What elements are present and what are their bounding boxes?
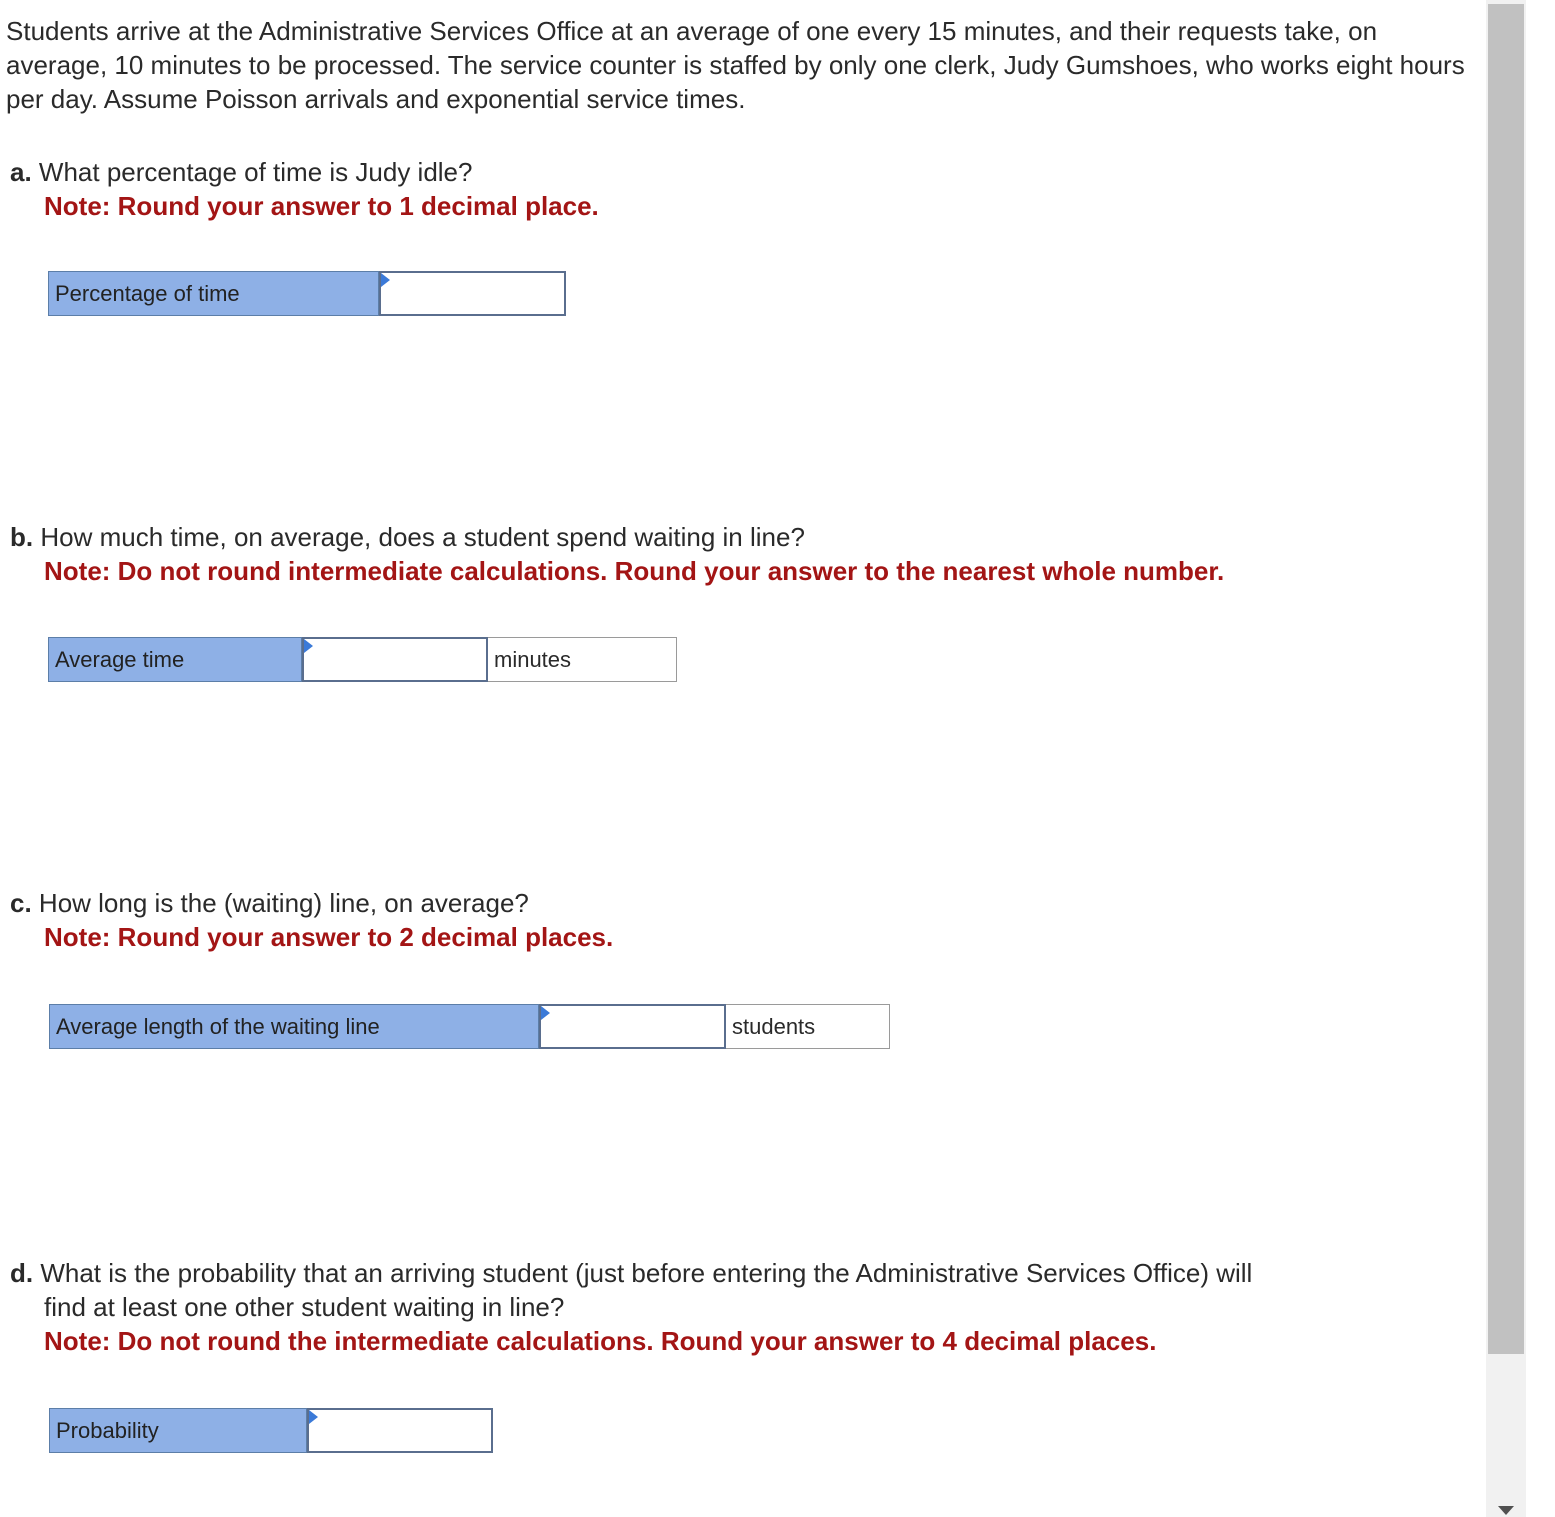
question-a-letter: a. (10, 157, 32, 187)
answer-row-a (48, 271, 566, 316)
percentage-of-time-input[interactable] (379, 271, 566, 316)
question-d (10, 1256, 1470, 1358)
answer-a-label: Percentage of time (48, 271, 379, 316)
question-c-note: Note: Round your answer to 2 decimal places. (44, 922, 614, 952)
answer-c-unit: students (726, 1004, 890, 1049)
question-a-note: Note: Round your answer to 1 decimal place. (44, 191, 599, 221)
question-d-text-cont: find at least one other student waiting in line? (44, 1292, 565, 1322)
question-b (10, 520, 1470, 588)
question-c (10, 886, 1470, 954)
answer-b-label: Average time (48, 637, 302, 682)
answer-b-unit: minutes (488, 637, 677, 682)
question-d-letter: d. (10, 1258, 34, 1288)
question-a-text: What percentage of time is Judy idle? (38, 157, 473, 187)
probability-input[interactable] (307, 1408, 493, 1453)
question-c-text: How long is the (waiting) line, on average? (38, 888, 529, 918)
scrollbar-thumb[interactable] (1488, 4, 1524, 1354)
question-d-note: Note: Do not round the intermediate calculations. Round your answer to 4 decimal places. (44, 1326, 1157, 1356)
answer-row-b (48, 637, 677, 682)
vertical-scrollbar[interactable] (1486, 0, 1526, 1517)
answer-row-c (49, 1004, 890, 1049)
answer-d-input-wrap (307, 1408, 493, 1453)
answer-b-input-wrap (302, 637, 488, 682)
question-b-letter: b. (10, 522, 34, 552)
answer-a-input-wrap (379, 271, 566, 316)
question-a (10, 155, 1470, 223)
average-length-input[interactable] (539, 1004, 726, 1049)
answer-c-input-wrap (539, 1004, 726, 1049)
question-d-text: What is the probability that an arriving student (just before entering the Administrative Services Office) will (40, 1258, 1253, 1288)
answer-d-label: Probability (49, 1408, 307, 1453)
question-c-letter: c. (10, 888, 32, 918)
problem-statement: Students arrive at the Administrative Services Office at an average of one every 15 minutes, and their requests take, on average, 10 minutes to be processed. The service counter is staffed by only one clerk, Judy Gumshoes, who works eight hours per day. Assume Poisson arrivals and exponential service times. (6, 16, 1465, 114)
question-b-text: How much time, on average, does a student spend waiting in line? (40, 522, 805, 552)
question-b-note: Note: Do not round intermediate calculations. Round your answer to the nearest whole number. (44, 556, 1225, 586)
answer-row-d (49, 1408, 493, 1453)
answer-c-label: Average length of the waiting line (49, 1004, 539, 1049)
average-time-input[interactable] (302, 637, 488, 682)
scroll-down-arrow-icon[interactable] (1498, 1506, 1514, 1515)
